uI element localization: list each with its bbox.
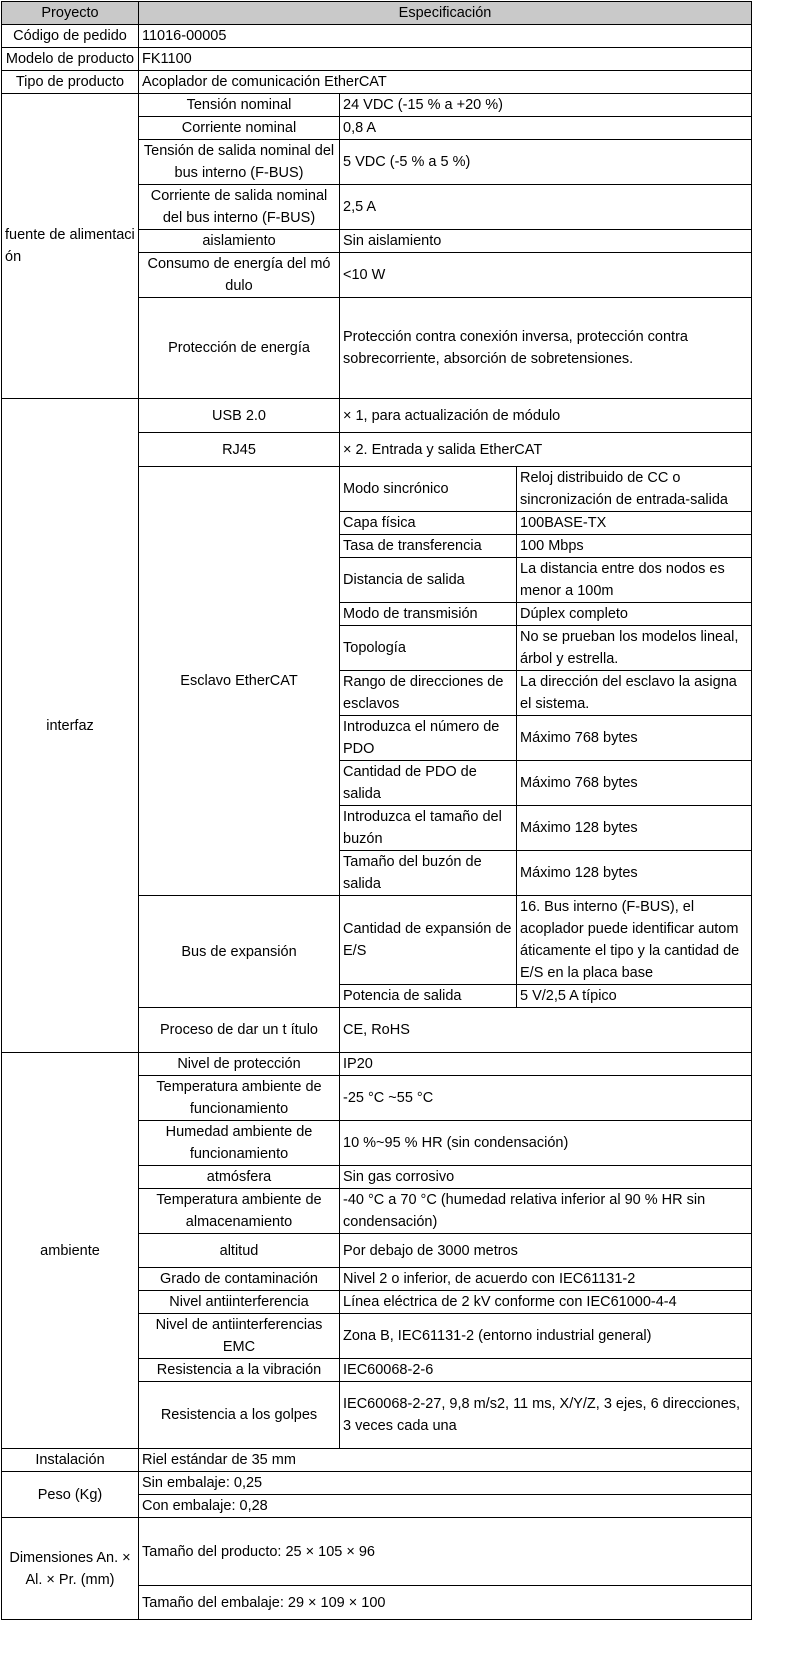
slave-param-label: Cantidad de PDO de salida [340,761,517,806]
power-group-label: fuente de alimentaci ón [2,94,139,399]
table-row [2,48,752,71]
dimensions-product: Tamaño del producto: 25 × 105 × 96 [139,1518,752,1586]
power-value: 0,8 A [340,117,752,140]
power-value: 24 VDC (-15 % a +20 %) [340,94,752,117]
env-label: altitud [139,1234,340,1268]
order-code-label: Código de pedido [2,25,139,48]
env-value: -25 °C ~55 °C [340,1076,752,1121]
env-label: Nivel de protección [139,1053,340,1076]
power-label: Corriente nominal [139,117,340,140]
power-label: Protección de energía [139,298,340,399]
env-label: atmósfera [139,1166,340,1189]
product-type-label: Tipo de producto [2,71,139,94]
power-label: Corriente de salida nominal del bus interno (F-BUS) [139,185,340,230]
dimensions-label: Dimensiones An. × Al. × Pr. (mm) [2,1518,139,1620]
table-row [2,1053,752,1076]
expansion-bus-label: Bus de expansión [139,896,340,1008]
env-label: Resistencia a la vibración [139,1359,340,1382]
slave-param-value: Máximo 128 bytes [517,806,752,851]
install-label: Instalación [2,1449,139,1472]
slave-param-value: 100 Mbps [517,535,752,558]
slave-param-label: Rango de direcciones de esclavos [340,671,517,716]
slave-param-label: Distancia de salida [340,558,517,603]
env-value: Nivel 2 o inferior, de acuerdo con IEC61131-2 [340,1268,752,1291]
env-value: IEC60068-2-6 [340,1359,752,1382]
table-row [2,94,752,117]
environment-group-label: ambiente [2,1053,139,1449]
power-value: <10 W [340,253,752,298]
power-value: 5 VDC (-5 % a 5 %) [340,140,752,185]
env-value: IP20 [340,1053,752,1076]
rj45-value: × 2. Entrada y salida EtherCAT [340,433,752,467]
slave-param-label: Modo sincrónico [340,467,517,512]
model-label: Modelo de producto [2,48,139,71]
power-value: Sin aislamiento [340,230,752,253]
slave-param-value: La distancia entre dos nodos es menor a 100m [517,558,752,603]
slave-param-label: Tasa de transferencia [340,535,517,558]
weight-packed: Con embalaje: 0,28 [139,1495,752,1518]
expansion-param-value: 16. Bus interno (F-BUS), el acoplador puede identificar autom áticamente el tipo y la cantidad de E/S en la placa base [517,896,752,985]
table-row [2,399,752,433]
power-label: Consumo de energía del mó dulo [139,253,340,298]
model-value: FK1100 [139,48,752,71]
slave-param-label: Introduzca el tamaño del buzón [340,806,517,851]
ethercat-slave-label: Esclavo EtherCAT [139,467,340,896]
cert-value: CE, RoHS [340,1008,752,1053]
env-value: -40 °C a 70 °C (humedad relativa inferior al 90 % HR sin condensación) [340,1189,752,1234]
slave-param-label: Introduzca el número de PDO [340,716,517,761]
env-label: Grado de contaminación [139,1268,340,1291]
env-value: Sin gas corrosivo [340,1166,752,1189]
header-spec: Especificación [139,2,752,25]
env-label: Nivel antiinterferencia [139,1291,340,1314]
table-row [2,71,752,94]
power-label: Tensión de salida nominal del bus interno (F-BUS) [139,140,340,185]
expansion-param-label: Cantidad de expansión de E/S [340,896,517,985]
power-value: 2,5 A [340,185,752,230]
slave-param-value: Reloj distribuido de CC o sincronización de entrada-salida [517,467,752,512]
install-value: Riel estándar de 35 mm [139,1449,752,1472]
slave-param-value: Dúplex completo [517,603,752,626]
env-value: 10 %~95 % HR (sin condensación) [340,1121,752,1166]
env-label: Humedad ambiente de funcionamiento [139,1121,340,1166]
power-value: Protección contra conexión inversa, protección contra sobrecorriente, absorción de sobretensiones. [340,298,752,399]
slave-param-label: Modo de transmisión [340,603,517,626]
slave-param-value: No se prueban los modelos lineal, árbol y estrella. [517,626,752,671]
slave-param-value: Máximo 128 bytes [517,851,752,896]
product-type-value: Acoplador de comunicación EtherCAT [139,71,752,94]
weight-unpacked: Sin embalaje: 0,25 [139,1472,752,1495]
order-code-value: 11016-00005 [139,25,752,48]
slave-param-value: 100BASE-TX [517,512,752,535]
env-value: Línea eléctrica de 2 kV conforme con IEC61000-4-4 [340,1291,752,1314]
table-row [2,1472,752,1495]
slave-param-label: Topología [340,626,517,671]
env-label: Temperatura ambiente de almacenamiento [139,1189,340,1234]
slave-param-value: Máximo 768 bytes [517,761,752,806]
cert-label: Proceso de dar un t ítulo [139,1008,340,1053]
env-label: Resistencia a los golpes [139,1382,340,1449]
env-value: IEC60068-2-27, 9,8 m/s2, 11 ms, X/Y/Z, 3 ejes, 6 direcciones, 3 veces cada una [340,1382,752,1449]
slave-param-value: Máximo 768 bytes [517,716,752,761]
expansion-param-label: Potencia de salida [340,985,517,1008]
table-row [2,1518,752,1586]
env-label: Temperatura ambiente de funcionamiento [139,1076,340,1121]
expansion-param-value: 5 V/2,5 A típico [517,985,752,1008]
header-row [2,2,752,25]
usb-label: USB 2.0 [139,399,340,433]
table-row [2,1449,752,1472]
slave-param-value: La dirección del esclavo la asigna el sistema. [517,671,752,716]
weight-label: Peso (Kg) [2,1472,139,1518]
spec-table [1,1,752,1620]
env-value: Zona B, IEC61131-2 (entorno industrial general) [340,1314,752,1359]
table-row [2,25,752,48]
header-project: Proyecto [2,2,139,25]
slave-param-label: Capa física [340,512,517,535]
usb-value: × 1, para actualización de módulo [340,399,752,433]
env-label: Nivel de antiinterferencias EMC [139,1314,340,1359]
dimensions-package: Tamaño del embalaje: 29 × 109 × 100 [139,1586,752,1620]
power-label: aislamiento [139,230,340,253]
power-label: Tensión nominal [139,94,340,117]
rj45-label: RJ45 [139,433,340,467]
env-value: Por debajo de 3000 metros [340,1234,752,1268]
slave-param-label: Tamaño del buzón de salida [340,851,517,896]
interface-group-label: interfaz [2,399,139,1053]
